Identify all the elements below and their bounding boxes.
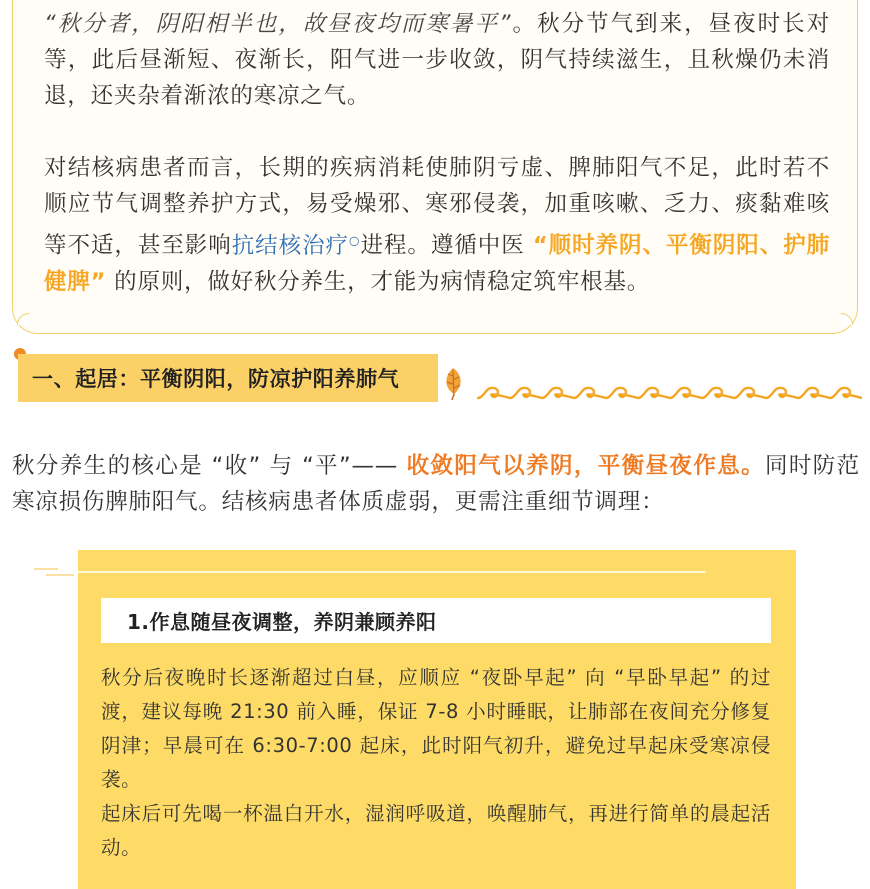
leaf-icon <box>440 366 466 400</box>
search-icon: ○ <box>349 233 361 247</box>
solar-term-quote: “秋分者，阴阳相半也，故昼夜均而寒暑平” <box>44 11 512 37</box>
tb-treatment-link-label[interactable]: 抗结核治疗 <box>231 232 350 259</box>
card-title: 1.作息随昼夜调整，养阴兼顾养阳 <box>101 598 771 643</box>
core-principle-text-b: 同时防范寒凉损伤脾肺阳气。结核病患者体质虚弱，更需注重细节调理： <box>12 453 860 515</box>
card-line-decoration <box>34 566 706 578</box>
intro-paragraph-2 <box>44 150 830 300</box>
intro-paragraph-2-text-b: 进程。遵循中医 <box>360 232 525 259</box>
card-paragraph-1: 秋分后夜晚时长逐渐超过白昼，应顺应 “夜卧早起” 向 “早卧早起” 的过渡，建议每晚 21:30 前入睡，保证 7-8 小时睡眠，让肺部在夜间充分修复阴津；早晨可在 6:30-7:00 起床，此时阳气初升，避免过早起床受寒凉侵袭。 <box>101 666 771 791</box>
core-principle-paragraph <box>12 448 860 520</box>
intro-paragraph-1-text: 。秋分节气到来，昼夜时长对等，此后昼渐短、夜渐长，阳气进一步收敛，阴气持续滋生，且秋燥仍未消退，还夹杂着渐浓的寒凉之气。 <box>44 11 830 109</box>
section-heading: 一、起居：平衡阴阳，防凉护阳养肺气 <box>18 354 438 402</box>
wave-decoration <box>474 382 862 404</box>
intro-paragraph-2-text-a: 对结核病患者而言，长期的疾病消耗使肺阴亏虚、脾肺阳气不足，此时若不顺应节气调整养护方式，易受燥邪、寒邪侵袭，加重咳嗽、乏力、痰黏难咳等不适，甚至影响 <box>44 155 830 259</box>
core-principle-text-a: 秋分养生的核心是 “收” 与 “平”—— <box>12 453 407 479</box>
corner-ornament-right <box>829 313 853 337</box>
card-paragraph-2: 起床后可先喝一杯温白开水，湿润呼吸道，唤醒肺气，再进行简单的晨起活动。 <box>101 802 771 859</box>
corner-ornament-left <box>17 313 41 337</box>
tb-treatment-link[interactable] <box>232 233 361 259</box>
intro-paragraph-2-text-c: 的原则，做好秋分养生，才能为病情稳定筑牢根基。 <box>114 268 651 295</box>
intro-paragraph-1 <box>44 6 830 114</box>
tcm-principle-highlight: “顺时养阴、平衡阴阳、护肺健脾” <box>44 232 830 295</box>
core-principle-highlight: 收敛阳气以养阴，平衡昼夜作息。 <box>406 453 765 479</box>
